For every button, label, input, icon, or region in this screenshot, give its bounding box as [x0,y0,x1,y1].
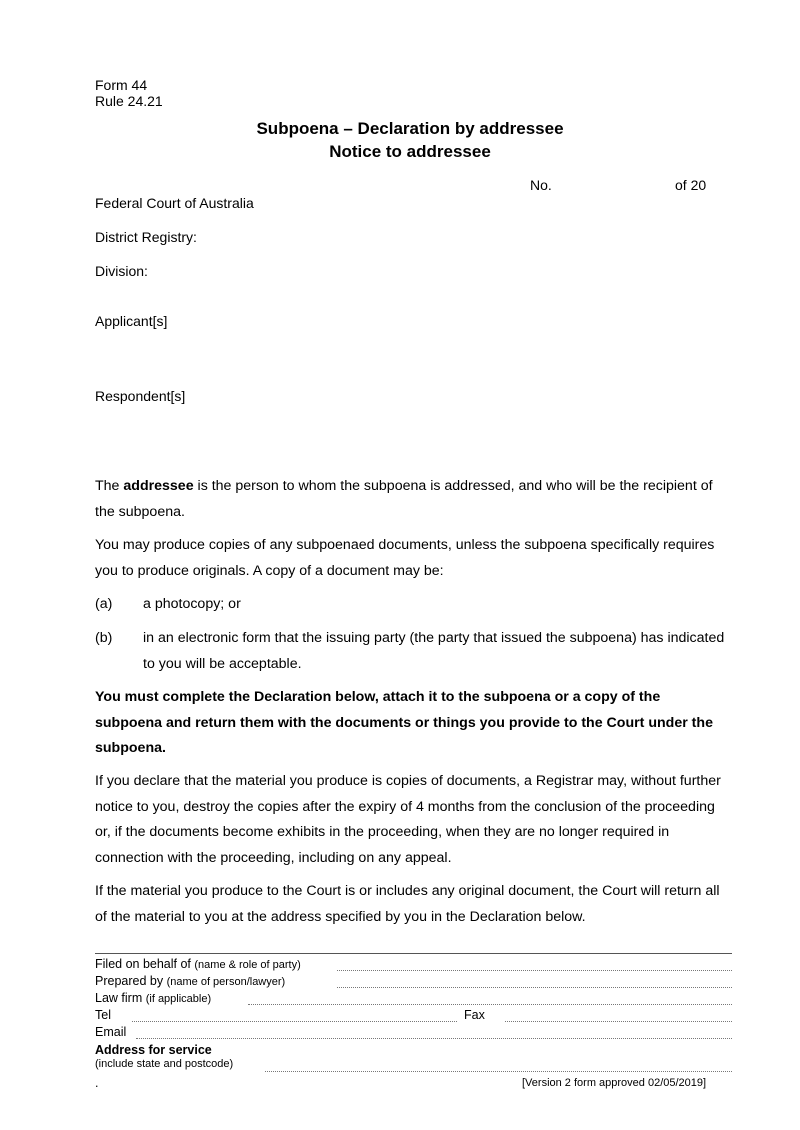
copies-paragraph: You may produce copies of any subpoenaed documents, unless the subpoena specifically requires you to produce originals. A copy of a document may be: [95,537,715,579]
declaration-instruction: You must complete the Declaration below, attach it to the subpoena or a copy of the subpoena and return them with the documents or things you provide to the Court under the subpoena. [95,689,713,756]
document-subtitle: Notice to addressee [329,142,491,161]
version-note: [Version 2 form approved 02/05/2019] [522,1077,707,1089]
fax-line [505,1021,732,1022]
file-number-label: No. [530,177,552,193]
addressee-definition-pre: The [95,478,124,494]
addressee-definition [95,474,725,525]
address-hint: (include state and postcode) [95,1058,234,1070]
law-firm-line [248,1004,732,1005]
item-a-text: a photocopy; or [143,596,241,612]
law-firm-label [95,991,211,1006]
district-registry-label: District Registry: [95,229,197,245]
filed-on-behalf-text: Filed on behalf of [95,957,191,971]
prepared-by-text: Prepared by [95,974,164,988]
filed-on-behalf-hint: (name & role of party) [194,959,301,971]
division-label: Division: [95,263,148,279]
filed-on-behalf-line [337,970,732,971]
email-label: Email [95,1025,127,1039]
prepared-by-hint: (name of person/lawyer) [166,976,286,988]
item-b-label: (b) [95,630,113,646]
respondents-label: Respondent[s] [95,388,186,404]
prepared-by-label [95,974,285,989]
footer-dot: . [95,1076,99,1090]
filed-on-behalf-label [95,957,301,972]
tel-label: Tel [95,1008,111,1022]
file-year-label: of 20 [675,177,707,193]
destroy-copies-paragraph: If you declare that the material you produce is copies of documents, a Registrar may, without further notice to you, destroy the copies after the expiry of 4 months from the conclusion of the proceeding or, if the documents become exhibits in the proceeding, when they are no longer required in connection with the proceeding, including on any appeal. [95,773,721,866]
prepared-by-line [337,987,732,988]
fax-label: Fax [464,1008,485,1022]
address-line [265,1071,732,1072]
address-for-service-label: Address for service [95,1043,212,1057]
tel-line [132,1021,457,1022]
item-b-text: in an electronic form that the issuing party (the party that issued the subpoena) has indicated to you will be acceptable. [143,630,725,672]
document-title: Subpoena – Declaration by addressee [256,119,564,138]
law-firm-hint: (if applicable) [145,993,212,1005]
rule-reference: Rule 24.21 [95,93,163,109]
form-number: Form 44 [95,77,148,93]
footer-divider [95,953,732,954]
law-firm-text: Law firm [95,991,143,1005]
original-documents-paragraph: If the material you produce to the Court is or includes any original document, the Court will return all of the material to you at the address specified by you in the Declaration below. [95,883,720,925]
applicants-label: Applicant[s] [95,313,168,329]
addressee-term: addressee [123,478,194,494]
court-name: Federal Court of Australia [95,195,254,211]
addressee-definition-post: is the person to whom the subpoena is addressed, and who will be the recipient of the subpoena. [95,478,713,520]
item-a-label: (a) [95,596,113,612]
email-line [136,1038,732,1039]
